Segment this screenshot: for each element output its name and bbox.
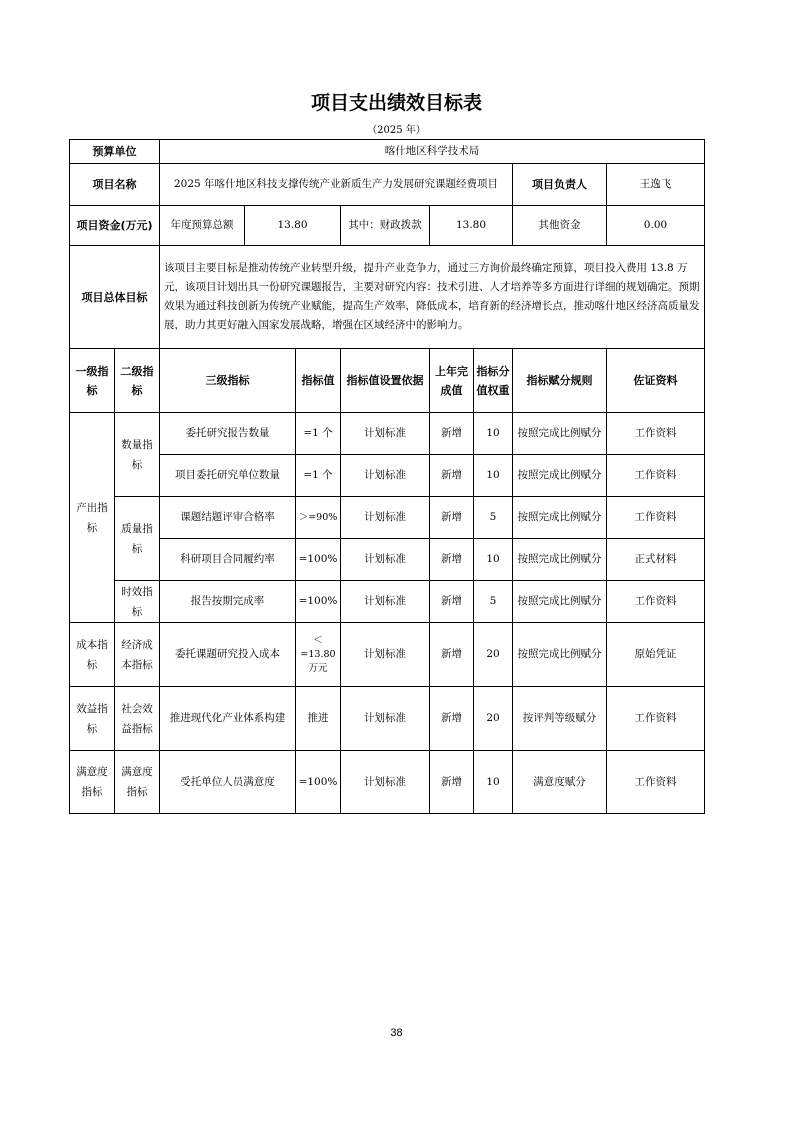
project-fund-label: 项目资金(万元) [70,206,160,246]
indicator-weight: 20 [474,687,513,751]
indicator-basis: 计划标准 [341,539,430,581]
indicator-name: 科研项目合同履约率 [160,539,296,581]
header-rule: 指标赋分规则 [513,349,607,413]
indicator-value: =100% [296,581,341,623]
indicator-rule: 按照完成比例赋分 [513,413,607,455]
annual-budget-value: 13.80 [245,206,341,246]
group-econ-cost: 经济成本指标 [115,623,160,687]
header-value: 指标值 [296,349,341,413]
fiscal-fund-label: 其中：财政拨款 [341,206,430,246]
table-row [70,623,705,687]
header-level2: 二级指标 [115,349,160,413]
group-benefit: 效益指标 [70,687,115,751]
indicator-value: =100% [296,751,341,814]
performance-target-table [69,139,705,814]
indicator-last-year: 新增 [430,751,474,814]
page-title: 项目支出绩效目标表 [310,92,482,114]
overall-goal-label: 项目总体目标 [70,246,160,349]
project-name-label: 项目名称 [70,164,160,206]
indicator-basis: 计划标准 [341,413,430,455]
indicator-name: 委托研究报告数量 [160,413,296,455]
indicator-last-year: 新增 [430,687,474,751]
indicator-evidence: 工作资料 [607,581,705,623]
indicator-name: 委托课题研究投入成本 [160,623,296,687]
indicator-basis: 计划标准 [341,751,430,814]
indicator-evidence: 工作资料 [607,455,705,497]
project-manager-label: 项目负责人 [513,164,607,206]
table-row [70,455,705,497]
group-cost: 成本指标 [70,623,115,687]
table-row [70,687,705,751]
table-row [70,751,705,814]
indicator-weight: 10 [474,751,513,814]
table-row [70,539,705,581]
indicator-evidence: 工作资料 [607,687,705,751]
group-satisfaction-sub: 满意度指标 [115,751,160,814]
indicator-value: 推进 [296,687,341,751]
indicator-weight: 20 [474,623,513,687]
group-output: 产出指标 [70,413,115,623]
indicator-evidence: 工作资料 [607,751,705,814]
indicator-last-year: 新增 [430,497,474,539]
indicator-basis: 计划标准 [341,581,430,623]
header-evidence: 佐证资料 [607,349,705,413]
indicator-rule: 按评判等级赋分 [513,687,607,751]
table-row [70,581,705,623]
group-quantity: 数量指标 [115,413,160,497]
header-level1: 一级指标 [70,349,115,413]
indicator-value: ＜=13.80 万元 [296,623,341,687]
budget-unit-label: 预算单位 [70,140,160,164]
indicator-rule: 按照完成比例赋分 [513,497,607,539]
indicator-last-year: 新增 [430,455,474,497]
indicator-value: =100% [296,539,341,581]
indicator-evidence: 正式材料 [607,539,705,581]
indicator-evidence: 原始凭证 [607,623,705,687]
project-manager-value: 王逸飞 [607,164,705,206]
header-last-year: 上年完成值 [430,349,474,413]
indicator-last-year: 新增 [430,413,474,455]
table-row [70,413,705,455]
annual-budget-label: 年度预算总额 [160,206,245,246]
indicator-value: =1 个 [296,413,341,455]
group-satisfaction: 满意度指标 [70,751,115,814]
indicator-last-year: 新增 [430,539,474,581]
indicator-weight: 10 [474,539,513,581]
indicator-name: 推进现代化产业体系构建 [160,687,296,751]
other-fund-label: 其他资金 [513,206,607,246]
indicator-value: ＞=90% [296,497,341,539]
indicator-basis: 计划标准 [341,623,430,687]
indicator-rule: 按照完成比例赋分 [513,539,607,581]
indicator-last-year: 新增 [430,623,474,687]
indicator-weight: 5 [474,497,513,539]
indicator-value: =1 个 [296,455,341,497]
budget-unit-value: 喀什地区科学技术局 [160,140,705,164]
indicator-last-year: 新增 [430,581,474,623]
indicator-evidence: 工作资料 [607,413,705,455]
group-timeliness: 时效指标 [115,581,160,623]
indicator-rule: 满意度赋分 [513,751,607,814]
indicator-rule: 按照完成比例赋分 [513,623,607,687]
indicator-name: 项目委托研究单位数量 [160,455,296,497]
indicator-rule: 按照完成比例赋分 [513,581,607,623]
indicator-basis: 计划标准 [341,455,430,497]
year-label: （2025 年） [367,125,426,136]
indicator-name: 受托单位人员满意度 [160,751,296,814]
group-quality: 质量指标 [115,497,160,581]
indicator-basis: 计划标准 [341,687,430,751]
indicator-weight: 10 [474,413,513,455]
overall-goal-text: 该项目主要目标是推动传统产业转型升级，提升产业竞争力，通过三方询价最终确定预算，项目投入费用 13.8 万元，该项目计划出具一份研究课题报告，主要对研究内容：技术引进、人才培养等多方面进行详细的规划确定。预期效果为通过科技创新为传统产业赋能，提高生产效率，降低成本，培育新的经济增长点，推动喀什地区经济高质量发展，助力其更好融入国家发展战略，增强在区域经济中的影响力。 [160,246,705,349]
indicator-evidence: 工作资料 [607,497,705,539]
indicator-rule: 按照完成比例赋分 [513,455,607,497]
indicator-name: 报告按期完成率 [160,581,296,623]
indicator-weight: 10 [474,455,513,497]
header-level3: 三级指标 [160,349,296,413]
other-fund-value: 0.00 [607,206,705,246]
indicator-basis: 计划标准 [341,497,430,539]
table-row [70,497,705,539]
indicator-weight: 5 [474,581,513,623]
indicator-name: 课题结题评审合格率 [160,497,296,539]
project-name-value: 2025 年喀什地区科技支撑传统产业新质生产力发展研究课题经费项目 [160,164,513,206]
group-social-benefit: 社会效益指标 [115,687,160,751]
page-number: 38 [390,1027,403,1039]
header-weight: 指标分值权重 [474,349,513,413]
fiscal-fund-value: 13.80 [430,206,513,246]
header-basis: 指标值设置依据 [341,349,430,413]
